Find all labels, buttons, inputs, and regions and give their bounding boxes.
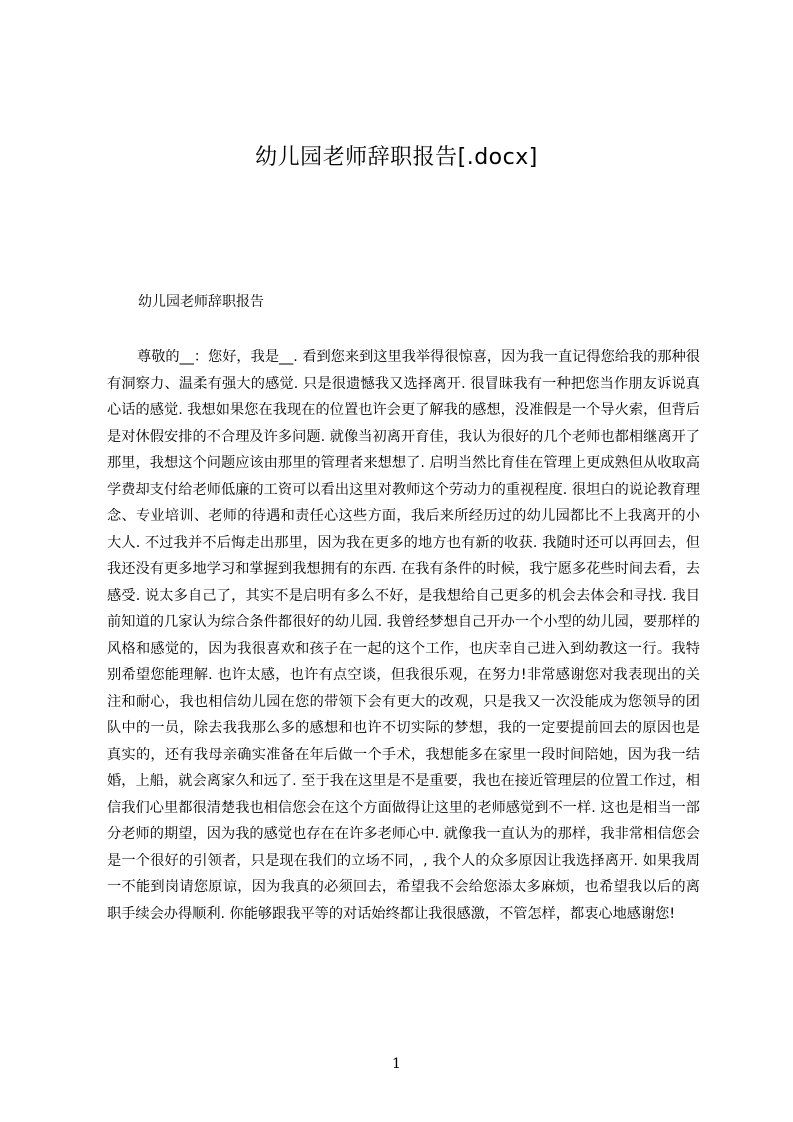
- letter-heading: 幼儿园老师辞职报告: [138, 294, 264, 310]
- page-number: 1: [392, 1056, 401, 1072]
- document-title: 幼儿园老师辞职报告[.docx]: [255, 145, 538, 170]
- letter-body: 尊敬的__：您好，我是__. 看到您来到这里我举得很惊喜，因为我一直记得您给我的那种很有洞察力、温柔有强大的感觉. 只是很遗憾我又选择离开. 很冒昧我有一种把您当作朋友诉说真心话的感觉. 我想如果您在我现在的位置也许会更了解我的感想，没准假是一个导火索，但背后是对休假安排的不合理及许多问题. 就像当初离开育佳，我认为很好的几个老师也都相继离开了那里，我想这个问题应该由那里的管理者来想想了. 启明当然比育佳在管理上更成熟但从收取高学费却支付给老师低廉的工资可以看出这里对教师这个劳动力的重视程度. 很坦白的说论教育理念、专业培训、老师的待遇和责任心这些方面，我后来所经历过的幼儿园都比不上我离开的小大人. 不过我并不后悔走出那里，因为我在更多的地方也有新的收获. 我随时还可以再回去，但我还没有更多地学习和掌握到我想拥有的东西. 在我有条件的时候，我宁愿多花些时间去看，去感受. 说太多自己了，其实不是启明有多么不好，是我想给自己更多的机会去体会和寻找. 我目前知道的几家认为综合条件都很好的幼儿园. 我曾经梦想自己开办一个小型的幼儿园，要那样的风格和感觉的，因为我很喜欢和孩子在一起的这个工作，也庆幸自己进入到幼教这一行。我特别希望您能理解. 也许太感，也许有点空谈，但我很乐观，在努力!非常感谢您对我表现出的关注和耐心，我也相信幼儿园在您的带领下会有更大的改观，只是我又一次没能成为您领导的团队中的一员，除去我我那么多的感想和也许不切实际的梦想，我的一定要提前回去的原因也是真实的，还有我母亲确实准备在年后做一个手术，我想能多在家里一段时间陪她，因为我一结婚，上船，就会离家久和远了. 至于我在这里是不是重要，我也在接近管理层的位置工作过，相信我们心里都很清楚我也相信您会在这个方面做得让这里的老师感觉到不一样. 这也是相当一部分老师的期望，因为我的感觉也存在在许多老师心中. 就像我一直认为的那样，我非常相信您会是一个很好的引领者，只是现在我们的立场不同，, 我个人的众多原因让我选择离开. 如果我周一不能到岗请您原谅，因为我真的必须回去，希望我不会给您添太多麻烦，也希望我以后的离职手续会办得顺利. 你能够跟我平等的对话始终都让我很感激，不管怎样，都衷心地感谢您!: [107, 349, 700, 922]
